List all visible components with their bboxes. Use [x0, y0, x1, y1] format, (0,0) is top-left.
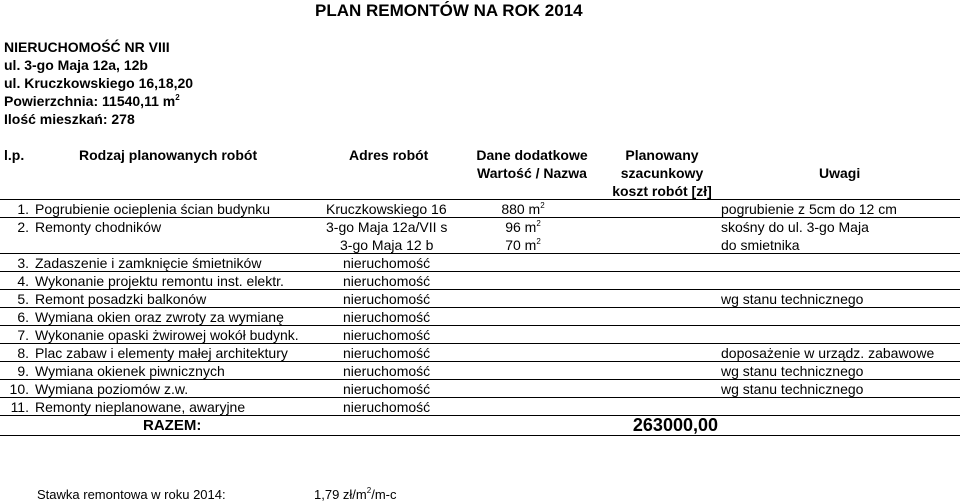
- row-10-notes: wg stanu technicznego: [721, 381, 864, 397]
- row-8-notes: doposażenie w urządz. zabawowe: [721, 345, 935, 361]
- row-11-address: nieruchomość: [343, 399, 431, 415]
- row-2-notes-2: do smietnika: [721, 237, 800, 253]
- row-1-extra-sup: 2: [540, 201, 545, 210]
- row-9-address: nieruchomość: [343, 363, 431, 379]
- property-flats: Ilość mieszkań: 278: [4, 111, 135, 127]
- page-title: PLAN REMONTÓW NA ROK 2014: [315, 1, 583, 20]
- header-lp: l.p.: [4, 147, 25, 163]
- row-divider: [0, 307, 960, 308]
- row-7-address: nieruchomość: [343, 327, 431, 343]
- row-1-lp: 1.: [17, 201, 29, 217]
- row-5-notes: wg stanu technicznego: [721, 291, 864, 307]
- row-divider: [0, 415, 960, 416]
- row-divider: [0, 379, 960, 380]
- header-cost-line2: szacunkowy: [620, 165, 704, 181]
- row-divider: [0, 397, 960, 398]
- footer-label: Stawka remontowa w roku 2014:: [37, 487, 226, 502]
- row-divider: [0, 217, 960, 218]
- row-2-extra2-value: 70 m: [505, 237, 537, 253]
- header-extra-line2: Wartość / Nazwa: [477, 165, 587, 181]
- row-7-lp: 7.: [17, 327, 29, 343]
- row-1-notes: pogrubienie z 5cm do 12 cm: [721, 201, 897, 217]
- row-3-lp: 3.: [17, 255, 29, 271]
- row-8-type: Plac zabaw i elementy małej architektury: [35, 345, 288, 361]
- row-4-address: nieruchomość: [343, 273, 431, 289]
- row-9-type: Wymiana okienek piwnicznych: [35, 363, 225, 379]
- header-cost-line3: koszt robót [zł]: [612, 183, 712, 199]
- footer-value-main: 1,79 zł/m: [314, 487, 367, 502]
- row-1-extra-value: 880 m: [501, 201, 541, 217]
- footer-value-tail: /m-c: [371, 487, 397, 502]
- row-2-extra-value: 96 m: [505, 219, 537, 235]
- property-address-1: ul. 3-go Maja 12a, 12b: [4, 57, 148, 73]
- row-5-type: Remont posadzki balkonów: [35, 291, 207, 307]
- row-2-extra-sup: 2: [536, 219, 541, 228]
- row-divider: [0, 289, 960, 290]
- row-5-lp: 5.: [17, 291, 29, 307]
- row-2-extra: [468, 218, 578, 236]
- row-1-extra: [468, 200, 578, 218]
- row-11-type: Remonty nieplanowane, awaryjne: [35, 399, 246, 415]
- property-heading: NIERUCHOMOŚĆ NR VIII: [4, 39, 170, 55]
- row-1-type: Pogrubienie ocieplenia ścian budynku: [35, 201, 271, 217]
- footer-value: [314, 486, 396, 504]
- header-address: Adres robót: [349, 147, 429, 163]
- row-2-address-2: 3-go Maja 12 b: [340, 237, 434, 253]
- row-10-address: nieruchomość: [343, 381, 431, 397]
- row-6-type: Wymiana okien oraz zwroty za wymianę: [35, 309, 284, 325]
- row-8-lp: 8.: [17, 345, 29, 361]
- row-2-notes: skośny do ul. 3-go Maja: [721, 219, 869, 235]
- row-2-extra-2: [468, 236, 578, 254]
- total-label: RAZEM:: [143, 417, 202, 434]
- row-9-notes: wg stanu technicznego: [721, 363, 864, 379]
- header-cost-line1: Planowany: [625, 147, 699, 163]
- row-divider: [0, 325, 960, 326]
- row-5-address: nieruchomość: [343, 291, 431, 307]
- header-notes: Uwagi: [819, 165, 861, 181]
- row-3-address: nieruchomość: [343, 255, 431, 271]
- property-area: [4, 92, 180, 110]
- row-3-type: Zadaszenie i zamknięcie śmietników: [35, 255, 262, 271]
- header-cost: [592, 146, 732, 200]
- area-unit-sup: 2: [175, 93, 180, 102]
- row-9-lp: 9.: [17, 363, 29, 379]
- total-divider: [0, 435, 960, 436]
- row-11-lp: 11.: [10, 399, 29, 415]
- row-divider: [0, 361, 960, 362]
- row-6-lp: 6.: [17, 309, 29, 325]
- area-value: Powierzchnia: 11540,11 m: [4, 93, 176, 109]
- row-8-address: nieruchomość: [343, 345, 431, 361]
- header-type: Rodzaj planowanych robót: [79, 147, 258, 163]
- row-4-lp: 4.: [17, 273, 29, 289]
- row-2-type: Remonty chodników: [35, 219, 162, 235]
- footer-value-sup: 2: [366, 486, 372, 495]
- row-2-extra2-sup: 2: [536, 237, 541, 246]
- row-6-address: nieruchomość: [343, 309, 431, 325]
- row-2-address: 3-go Maja 12a/VII s: [326, 219, 448, 235]
- row-2-lp: 2.: [17, 219, 29, 235]
- header-extra: [462, 146, 602, 182]
- row-divider: [0, 343, 960, 344]
- row-10-type: Wymiana poziomów z.w.: [35, 381, 189, 397]
- property-address-2: ul. Kruczkowskiego 16,18,20: [4, 75, 194, 91]
- row-1-address: Kruczkowskiego 16: [326, 201, 447, 217]
- row-divider: [0, 253, 960, 254]
- row-10-lp: 10.: [9, 381, 29, 397]
- total-value: 263000,00: [632, 415, 718, 435]
- header-extra-line1: Dane dodatkowe: [476, 147, 588, 163]
- row-4-type: Wykonanie projektu remontu inst. elektr.: [35, 273, 284, 289]
- row-divider: [0, 271, 960, 272]
- row-7-type: Wykonanie opaski żwirowej wokół budynk.: [35, 327, 299, 343]
